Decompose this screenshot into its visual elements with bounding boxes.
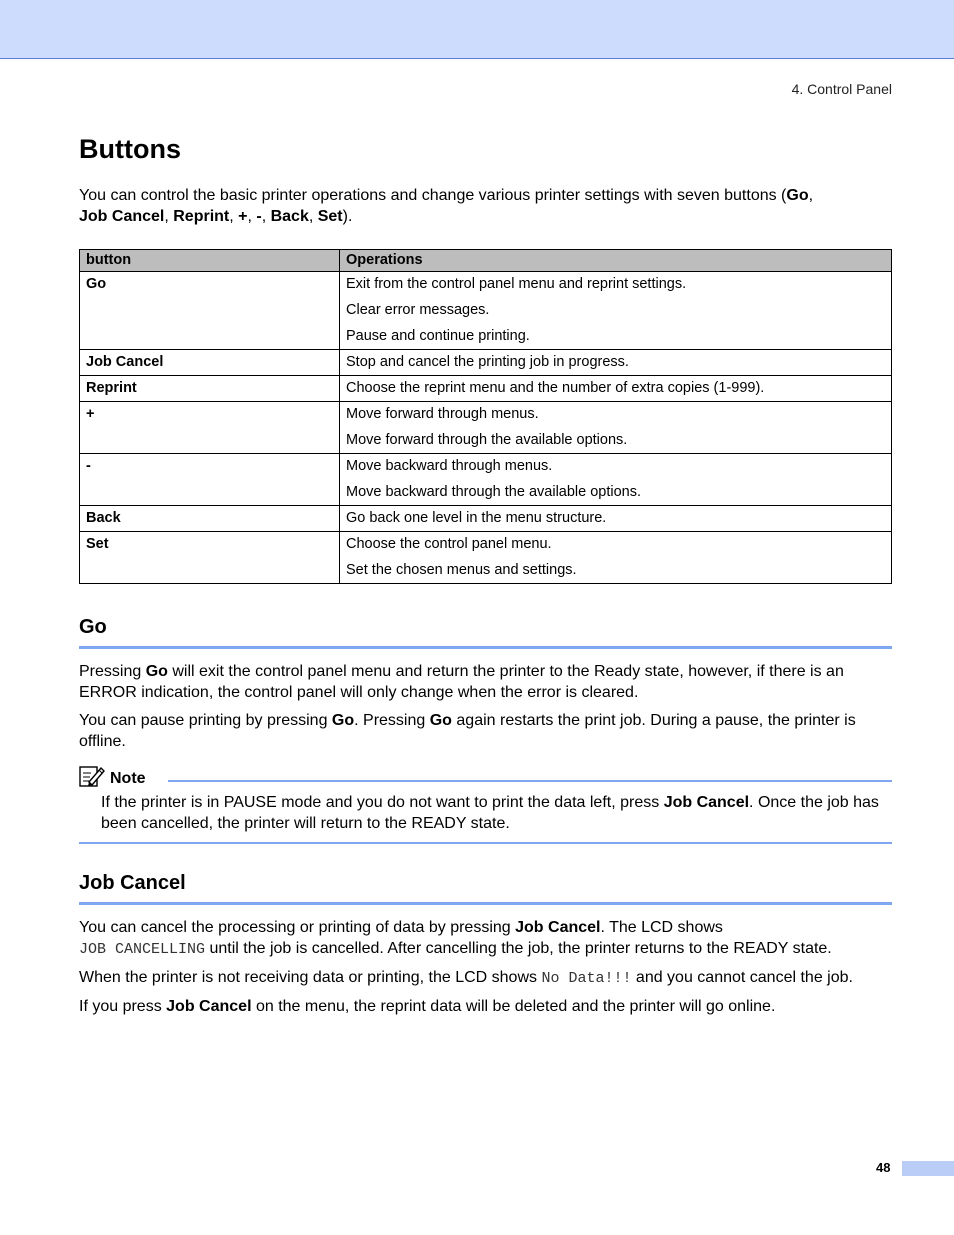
job-cancel-paragraph-2: When the printer is not receiving data or printing, the LCD shows No Data!!! and you cannot cancel the job. [79, 969, 853, 988]
operations-cell [340, 272, 892, 350]
job-cancel-paragraph-3: If you press Job Cancel on the menu, the reprint data will be deleted and the printer will go online. [79, 998, 776, 1016]
table-row [80, 532, 892, 584]
note-bottom-rule [79, 842, 892, 844]
job-cancel-section-heading: Job Cancel [79, 870, 892, 905]
note-text: If the printer is in PAUSE mode and you do not want to print the data left, press Job Cancel. Once the job has been cancelled, the printer will return to the READY state. [101, 794, 879, 833]
operations-cell [340, 376, 892, 402]
table-row [80, 454, 892, 506]
button-cell: - [80, 454, 340, 506]
column-header-operations: Operations [340, 250, 892, 272]
go-paragraph-1: Pressing Go will exit the control panel menu and return the printer to the Ready state, however, if there is an ERROR indication, the control panel will only change when the error is cleared. [79, 663, 844, 702]
table-header-row [80, 250, 892, 272]
running-header: 4. Control Panel [791, 81, 892, 97]
button-cell: + [80, 402, 340, 454]
operation-line: Move backward through the available options. [346, 484, 642, 501]
button-cell: Reprint [80, 376, 340, 402]
operation-line: Choose the control panel menu. [346, 536, 552, 553]
button-cell: Job Cancel [80, 350, 340, 376]
note-label: Note [110, 770, 146, 788]
lcd-message: JOB CANCELLING [79, 941, 206, 959]
operation-line: Move forward through menus. [346, 406, 539, 423]
operation-line: Stop and cancel the printing job in progress. [346, 354, 629, 371]
lcd-message: No Data!!! [541, 970, 632, 988]
operation-line: Exit from the control panel menu and reprint settings. [346, 276, 687, 293]
operation-line: Set the chosen menus and settings. [346, 562, 577, 579]
note-body [79, 792, 892, 834]
table-row [80, 402, 892, 454]
table-row [80, 506, 892, 532]
page-title: Buttons [79, 134, 181, 164]
page-number: 48 [876, 1160, 891, 1175]
operation-line: Clear error messages. [346, 302, 490, 319]
operation-line: Pause and continue printing. [346, 328, 530, 345]
operation-line: Move backward through menus. [346, 458, 553, 475]
operation-line: Go back one level in the menu structure. [346, 510, 607, 527]
button-cell: Go [80, 272, 340, 350]
note-top-rule [168, 780, 892, 782]
go-paragraph-2: You can pause printing by pressing Go. Pressing Go again restarts the print job. During a pause, the printer is offline. [79, 712, 856, 751]
operation-line: Move forward through the available options. [346, 432, 628, 449]
button-cell: Back [80, 506, 340, 532]
buttons-table [79, 249, 892, 584]
operations-cell [340, 454, 892, 506]
page-content [79, 132, 892, 1024]
header-band [0, 0, 954, 59]
page-tab-marker [902, 1161, 954, 1176]
table-row [80, 376, 892, 402]
note-pencil-icon [79, 764, 105, 788]
table-row [80, 350, 892, 376]
go-section-heading: Go [79, 614, 892, 649]
column-header-button: button [80, 250, 340, 272]
operation-line: Choose the reprint menu and the number of extra copies (1-999). [346, 380, 765, 397]
job-cancel-paragraph-1: You can cancel the processing or printing of data by pressing Job Cancel. The LCD shows JOB CANCELLING until the job is cancelled. After cancelling the job, the printer returns to the READY state. [79, 919, 832, 959]
button-cell: Set [80, 532, 340, 584]
operations-cell [340, 350, 892, 376]
operations-cell [340, 402, 892, 454]
operations-cell [340, 532, 892, 584]
operations-cell [340, 506, 892, 532]
table-row [80, 272, 892, 350]
note-header [79, 764, 892, 792]
intro-paragraph: You can control the basic printer operations and change various printer settings with seven buttons (Go, Job Cancel, Reprint, +, -, Back, Set). [79, 187, 814, 226]
